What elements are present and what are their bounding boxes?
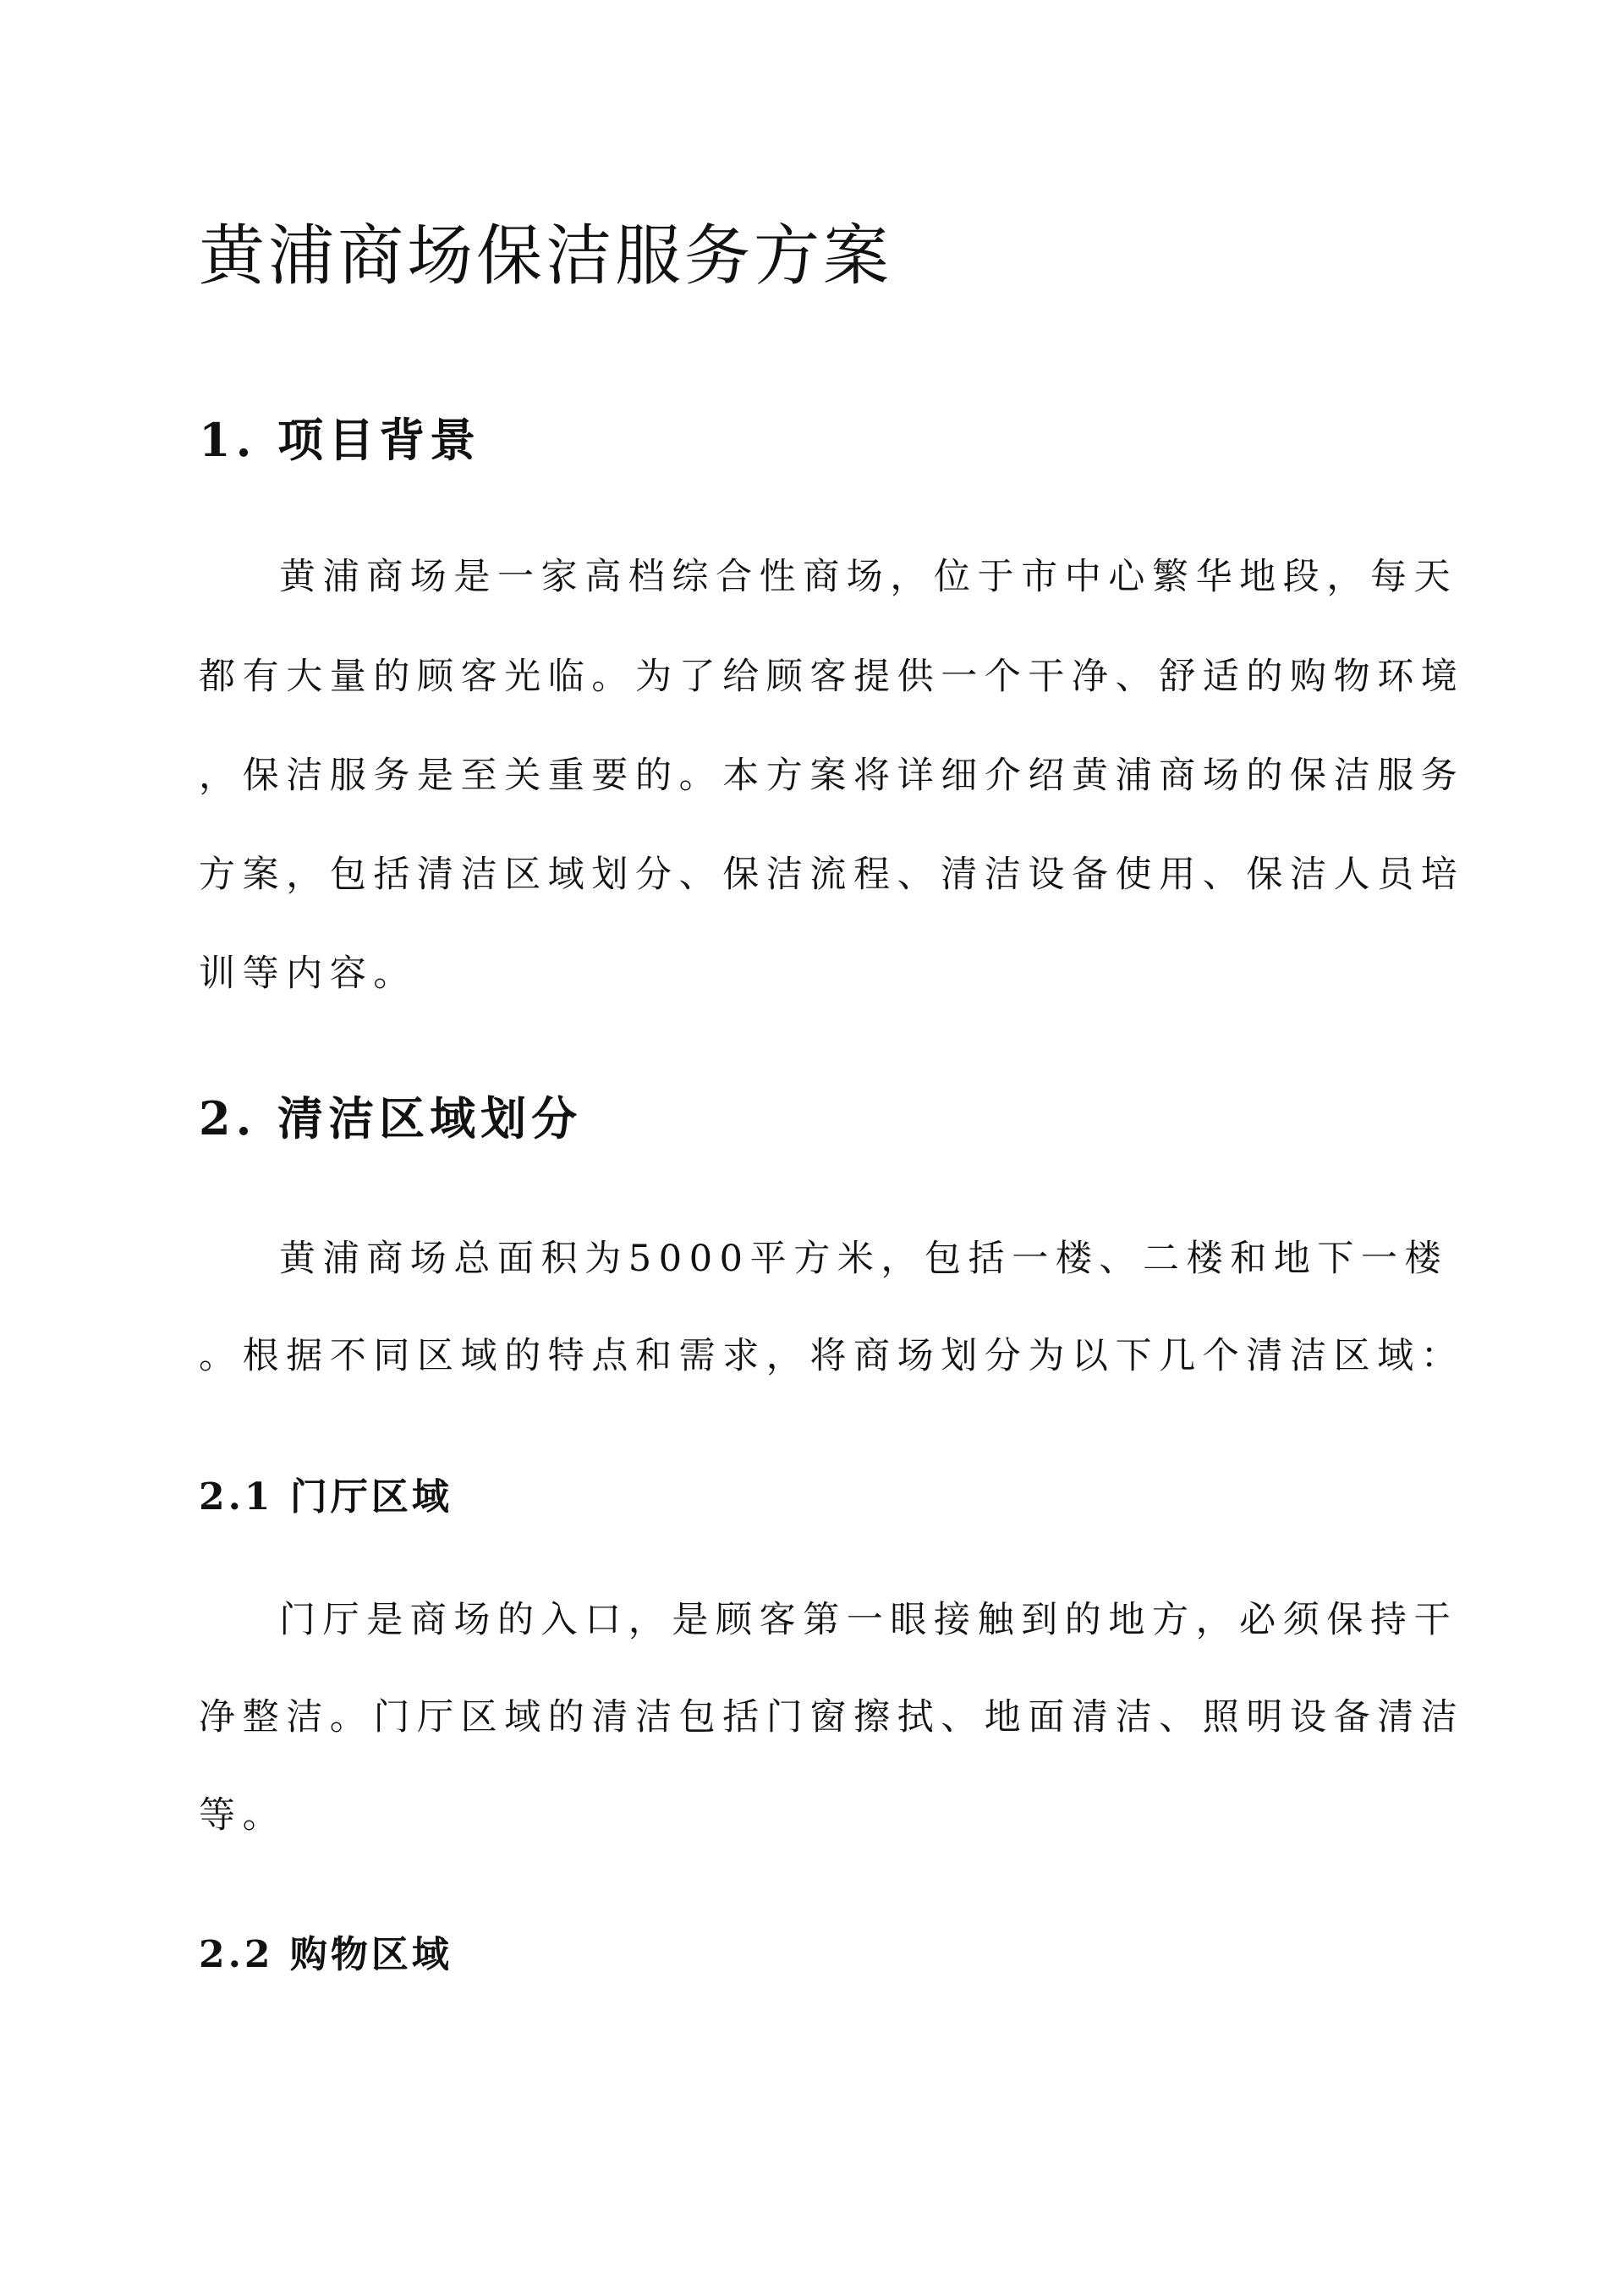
paragraph-line: ，保洁服务是至关重要的。本方案将详细介绍黄浦商场的保洁服务 xyxy=(199,755,1465,797)
section-heading-2: 2. 清洁区域划分 xyxy=(199,1091,583,1145)
paragraph-line: 都有大量的顾客光临。为了给顾客提供一个干净、舒适的购物环境 xyxy=(199,656,1465,698)
subsection-heading-2-1: 2.1 门厅区域 xyxy=(199,1475,453,1519)
document-title: 黄浦商场保洁服务方案 xyxy=(199,218,893,294)
subsection-heading-2-2: 2.2 购物区域 xyxy=(199,1933,453,1976)
section-heading-1: 1. 项目背景 xyxy=(199,413,481,467)
paragraph-line: 门厅是商场的入口，是顾客第一眼接触到的地方，必须保持干 xyxy=(279,1599,1458,1641)
paragraph-line: 净整洁。门厅区域的清洁包括门窗擦拭、地面清洁、照明设备清洁 xyxy=(199,1696,1465,1738)
paragraph-line: 训等内容。 xyxy=(199,953,417,995)
paragraph-line: 黄浦商场总面积为5000平方米，包括一楼、二楼和地下一楼 xyxy=(279,1238,1449,1280)
paragraph-line: 黄浦商场是一家高档综合性商场，位于市中心繁华地段，每天 xyxy=(279,556,1458,598)
paragraph-line: 等。 xyxy=(199,1794,287,1837)
paragraph-line: 方案，包括清洁区域划分、保洁流程、清洁设备使用、保洁人员培 xyxy=(199,854,1465,896)
paragraph-line: 。根据不同区域的特点和需求，将商场划分为以下几个清洁区域： xyxy=(199,1335,1465,1377)
